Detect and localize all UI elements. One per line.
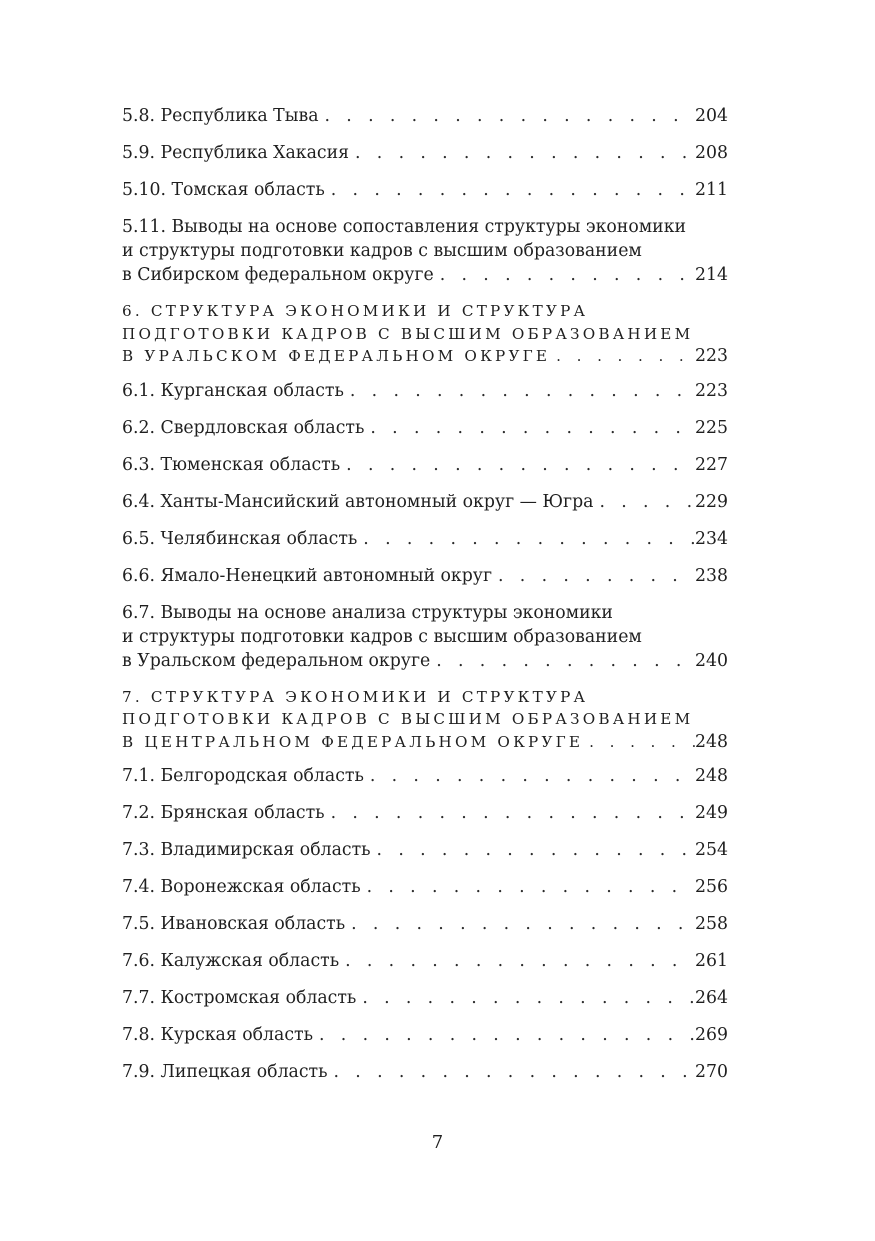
toc-entry[interactable] bbox=[122, 838, 728, 862]
toc-entry-title-line: 6.7. Выводы на основе анализа структуры экономики bbox=[122, 602, 613, 623]
toc-entry-last-line bbox=[122, 1060, 728, 1084]
toc-page-number: 269 bbox=[695, 1025, 728, 1045]
toc-entry-title-line: ПОДГОТОВКИ КАДРОВ С ВЫСШИМ ОБРАЗОВАНИЕМ bbox=[122, 710, 694, 728]
toc-entry[interactable] bbox=[122, 875, 728, 899]
toc-entry-title-line: 7.8. Курская область bbox=[122, 1025, 313, 1045]
toc-entry-last-line bbox=[122, 875, 728, 899]
toc-page-number: 238 bbox=[695, 565, 728, 586]
dot-leader bbox=[339, 949, 695, 973]
toc-entry-last-line bbox=[122, 838, 728, 862]
toc-entry-title-line: 7.1. Белгородская область bbox=[122, 766, 364, 786]
dot-leader bbox=[430, 649, 695, 673]
toc-entry-last-line bbox=[122, 949, 728, 973]
dot-leader bbox=[356, 986, 695, 1010]
toc-page-number: 225 bbox=[695, 417, 728, 438]
toc-entry[interactable] bbox=[122, 764, 728, 788]
toc-entry-title-line: 7.5. Ивановская область bbox=[122, 914, 346, 934]
toc-entry-title-line: В ЦЕНТРАЛЬНОМ ФЕДЕРАЛЬНОМ ОКРУГЕ bbox=[122, 732, 584, 751]
dot-leader bbox=[492, 564, 695, 588]
toc-entry-title-line: ПОДГОТОВКИ КАДРОВ С ВЫСШИМ ОБРАЗОВАНИЕМ bbox=[122, 324, 694, 343]
toc-entry-last-line bbox=[122, 416, 728, 440]
toc-entry-title-line: и структуры подготовки кадров с высшим образованием bbox=[122, 626, 642, 647]
toc-entry-title-line: В УРАЛЬСКОМ ФЕДЕРАЛЬНОМ ОКРУГЕ bbox=[122, 347, 551, 365]
toc-entry[interactable] bbox=[122, 564, 728, 588]
toc-entry-last-line bbox=[122, 453, 728, 477]
toc-entry-title-line: 5.8. Республика Тыва bbox=[122, 106, 319, 126]
toc-entry-last-line bbox=[122, 178, 728, 202]
toc-entry-title-line: 6.5. Челябинская область bbox=[122, 528, 358, 549]
dot-leader bbox=[550, 345, 695, 368]
toc-page-number: 204 bbox=[695, 106, 728, 126]
toc-entry-last-line bbox=[122, 801, 728, 825]
toc-entry-title-line: 6.1. Курганская область bbox=[122, 380, 344, 401]
toc-entry[interactable] bbox=[122, 104, 728, 128]
toc-entry-title-line: и структуры подготовки кадров с высшим образованием bbox=[122, 241, 642, 261]
toc-entry-last-line bbox=[122, 141, 728, 165]
toc-entry[interactable] bbox=[122, 527, 728, 551]
toc-page-number: 258 bbox=[695, 914, 728, 934]
toc-entry-title-line: в Сибирском федеральном округе bbox=[122, 265, 434, 285]
toc-entry[interactable] bbox=[122, 141, 728, 165]
toc-entry[interactable] bbox=[122, 178, 728, 202]
toc-entry-last-line bbox=[122, 527, 728, 551]
toc-entry[interactable] bbox=[122, 986, 728, 1010]
toc-entry-last-line bbox=[122, 104, 728, 128]
toc-entry-last-line bbox=[122, 345, 728, 368]
toc-entry-title-line: 7. СТРУКТУРА ЭКОНОМИКИ И СТРУКТУРА bbox=[122, 687, 589, 706]
toc-entry-title-line: 6.4. Ханты-Мансийский автономный округ — Югра bbox=[122, 491, 594, 512]
dot-leader bbox=[313, 1023, 695, 1047]
dot-leader bbox=[361, 875, 695, 899]
dot-leader bbox=[364, 764, 695, 788]
table-of-contents bbox=[122, 104, 728, 1097]
toc-entry[interactable] bbox=[122, 601, 728, 673]
page-number: 7 bbox=[431, 1132, 444, 1153]
toc-entry-title-line: 6.2. Свердловская область bbox=[122, 417, 365, 438]
toc-entry-title-line: 5.11. Выводы на основе сопоставления структуры экономики bbox=[122, 217, 687, 237]
toc-page-number: 256 bbox=[695, 877, 728, 897]
toc-page-number: 211 bbox=[695, 180, 728, 200]
toc-entry-last-line bbox=[122, 564, 728, 588]
toc-entry[interactable] bbox=[122, 801, 728, 825]
toc-entry[interactable] bbox=[122, 912, 728, 936]
toc-entry[interactable] bbox=[122, 379, 728, 403]
dot-leader bbox=[371, 838, 695, 862]
toc-page-number: 223 bbox=[695, 380, 728, 401]
dot-leader bbox=[340, 453, 695, 477]
toc-page-number: 234 bbox=[695, 528, 728, 549]
toc-entry-last-line bbox=[122, 490, 728, 514]
toc-entry[interactable] bbox=[122, 949, 728, 973]
dot-leader bbox=[344, 379, 695, 403]
toc-entry[interactable] bbox=[122, 416, 728, 440]
dot-leader bbox=[583, 731, 695, 754]
toc-entry[interactable] bbox=[122, 1060, 728, 1084]
toc-entry-title-line: 6.3. Тюменская область bbox=[122, 454, 341, 475]
toc-page-number: 214 bbox=[695, 265, 728, 285]
toc-chapter-entry[interactable] bbox=[122, 300, 728, 368]
dot-leader bbox=[325, 801, 695, 825]
dot-leader bbox=[325, 178, 695, 202]
toc-page-number: 261 bbox=[695, 951, 728, 971]
toc-page-number: 270 bbox=[695, 1062, 728, 1082]
dot-leader bbox=[357, 527, 695, 551]
toc-entry-title-line: 7.3. Владимирская область bbox=[122, 840, 371, 860]
toc-page-number: 264 bbox=[695, 988, 728, 1008]
toc-entry-title-line: в Уральском федеральном округе bbox=[122, 650, 431, 671]
toc-entry-title-line: 7.2. Брянская область bbox=[122, 803, 325, 823]
toc-entry-last-line bbox=[122, 379, 728, 403]
toc-entry-last-line bbox=[122, 263, 728, 287]
toc-entry-title-line: 5.10. Томская область bbox=[122, 180, 325, 200]
dot-leader bbox=[349, 141, 695, 165]
toc-page-number: 223 bbox=[695, 346, 728, 366]
dot-leader bbox=[328, 1060, 695, 1084]
toc-page-number: 240 bbox=[695, 650, 728, 671]
toc-entry[interactable] bbox=[122, 1023, 728, 1047]
toc-entry-title-line: 7.9. Липецкая область bbox=[122, 1062, 328, 1082]
toc-entry-title-line: 7.7. Костромская область bbox=[122, 988, 357, 1008]
toc-entry-last-line bbox=[122, 764, 728, 788]
toc-entry-last-line bbox=[122, 731, 728, 754]
toc-entry-last-line bbox=[122, 649, 728, 673]
dot-leader bbox=[364, 416, 695, 440]
toc-page-number: 229 bbox=[695, 491, 728, 512]
dot-leader bbox=[345, 912, 695, 936]
toc-entry-last-line bbox=[122, 912, 728, 936]
dot-leader bbox=[434, 263, 695, 287]
toc-entry-title-line: 7.4. Воронежская область bbox=[122, 877, 361, 897]
dot-leader bbox=[319, 104, 696, 128]
toc-entry[interactable] bbox=[122, 215, 728, 287]
dot-leader bbox=[593, 490, 695, 514]
toc-page-number: 208 bbox=[695, 143, 728, 163]
toc-entry-title-line: 6.6. Ямало-Ненецкий автономный округ bbox=[122, 565, 493, 586]
toc-entry-title-line: 7.6. Калужская область bbox=[122, 951, 340, 971]
toc-page-number: 254 bbox=[695, 840, 728, 860]
toc-entry[interactable] bbox=[122, 453, 728, 477]
toc-entry-title-line: 6. СТРУКТУРА ЭКОНОМИКИ И СТРУКТУРА bbox=[122, 302, 589, 320]
toc-page-number: 248 bbox=[695, 766, 728, 786]
toc-page-number: 248 bbox=[695, 731, 728, 752]
toc-page-number: 227 bbox=[695, 454, 728, 475]
toc-entry-last-line bbox=[122, 986, 728, 1010]
toc-chapter-entry[interactable] bbox=[122, 686, 728, 754]
toc-page-number: 249 bbox=[695, 803, 728, 823]
toc-entry-title-line: 5.9. Республика Хакасия bbox=[122, 143, 349, 163]
toc-entry[interactable] bbox=[122, 490, 728, 514]
toc-entry-last-line bbox=[122, 1023, 728, 1047]
